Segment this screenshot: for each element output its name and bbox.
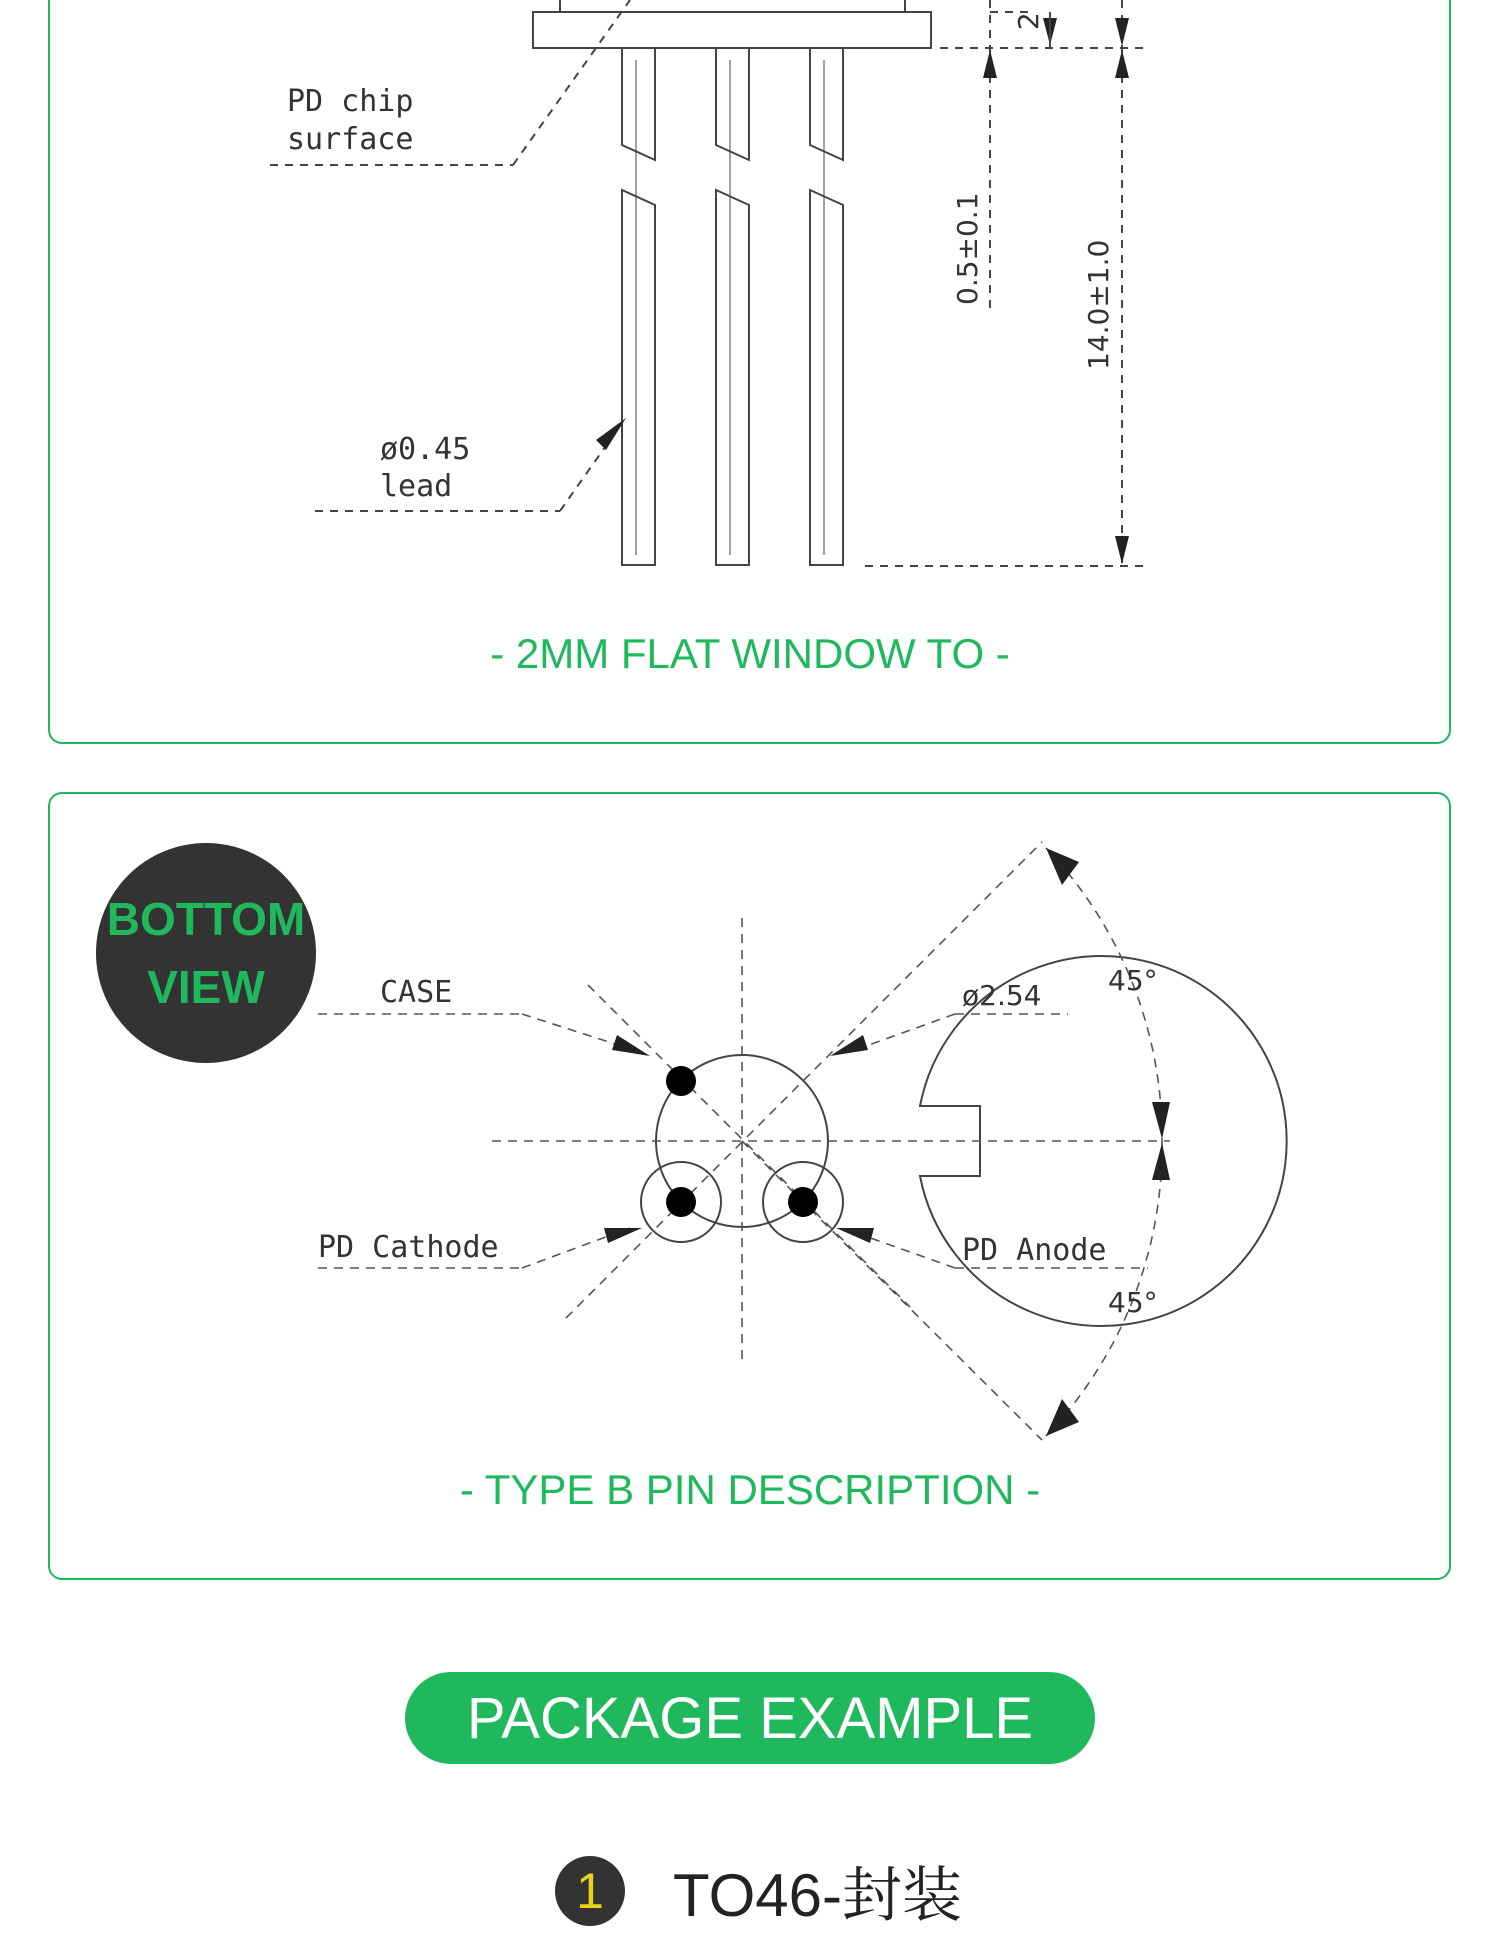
- angle-arrow-top: [1046, 848, 1079, 885]
- anode-pin: [788, 1187, 818, 1217]
- chip-surface-label-2: surface: [287, 122, 414, 157]
- anode-label: PD Anode: [962, 1233, 1107, 1268]
- dim-small-label: 0.5±0.1: [951, 192, 984, 305]
- pitch-arrow: [830, 1035, 868, 1056]
- package-example-item: [555, 1848, 962, 1934]
- anode-arrow: [836, 1228, 874, 1243]
- case-arrow: [612, 1035, 650, 1056]
- badge-line-1: BOTTOM: [106, 893, 306, 945]
- example-number-badge: 1: [555, 1856, 625, 1926]
- lead-diameter-label: ø0.45: [380, 432, 471, 467]
- badge-line-2: VIEW: [147, 961, 265, 1013]
- example-label: TO46-封装: [673, 1862, 962, 1929]
- cathode-arrow: [604, 1228, 642, 1243]
- cathode-pin: [666, 1187, 696, 1217]
- side-view-caption: - 2MM FLAT WINDOW TO -: [490, 630, 1010, 677]
- dim-partial-label: 2: [1012, 12, 1045, 30]
- pin-description-caption: - TYPE B PIN DESCRIPTION -: [459, 1466, 1041, 1513]
- lead-word-label: lead: [380, 469, 453, 504]
- angle-arrow-bottom: [1046, 1399, 1079, 1436]
- dim-large-label: 14.0±1.0: [1082, 239, 1115, 370]
- angle-bottom-label: 45°: [1108, 1286, 1158, 1319]
- case-pin: [666, 1066, 696, 1096]
- cathode-label: PD Cathode: [318, 1230, 499, 1265]
- angle-top-label: 45°: [1108, 964, 1158, 997]
- chip-surface-label-1: PD chip: [287, 84, 414, 119]
- package-example-button[interactable]: PACKAGE EXAMPLE: [405, 1672, 1095, 1764]
- pitch-label: ø2.54: [962, 979, 1042, 1012]
- case-label: CASE: [380, 975, 453, 1010]
